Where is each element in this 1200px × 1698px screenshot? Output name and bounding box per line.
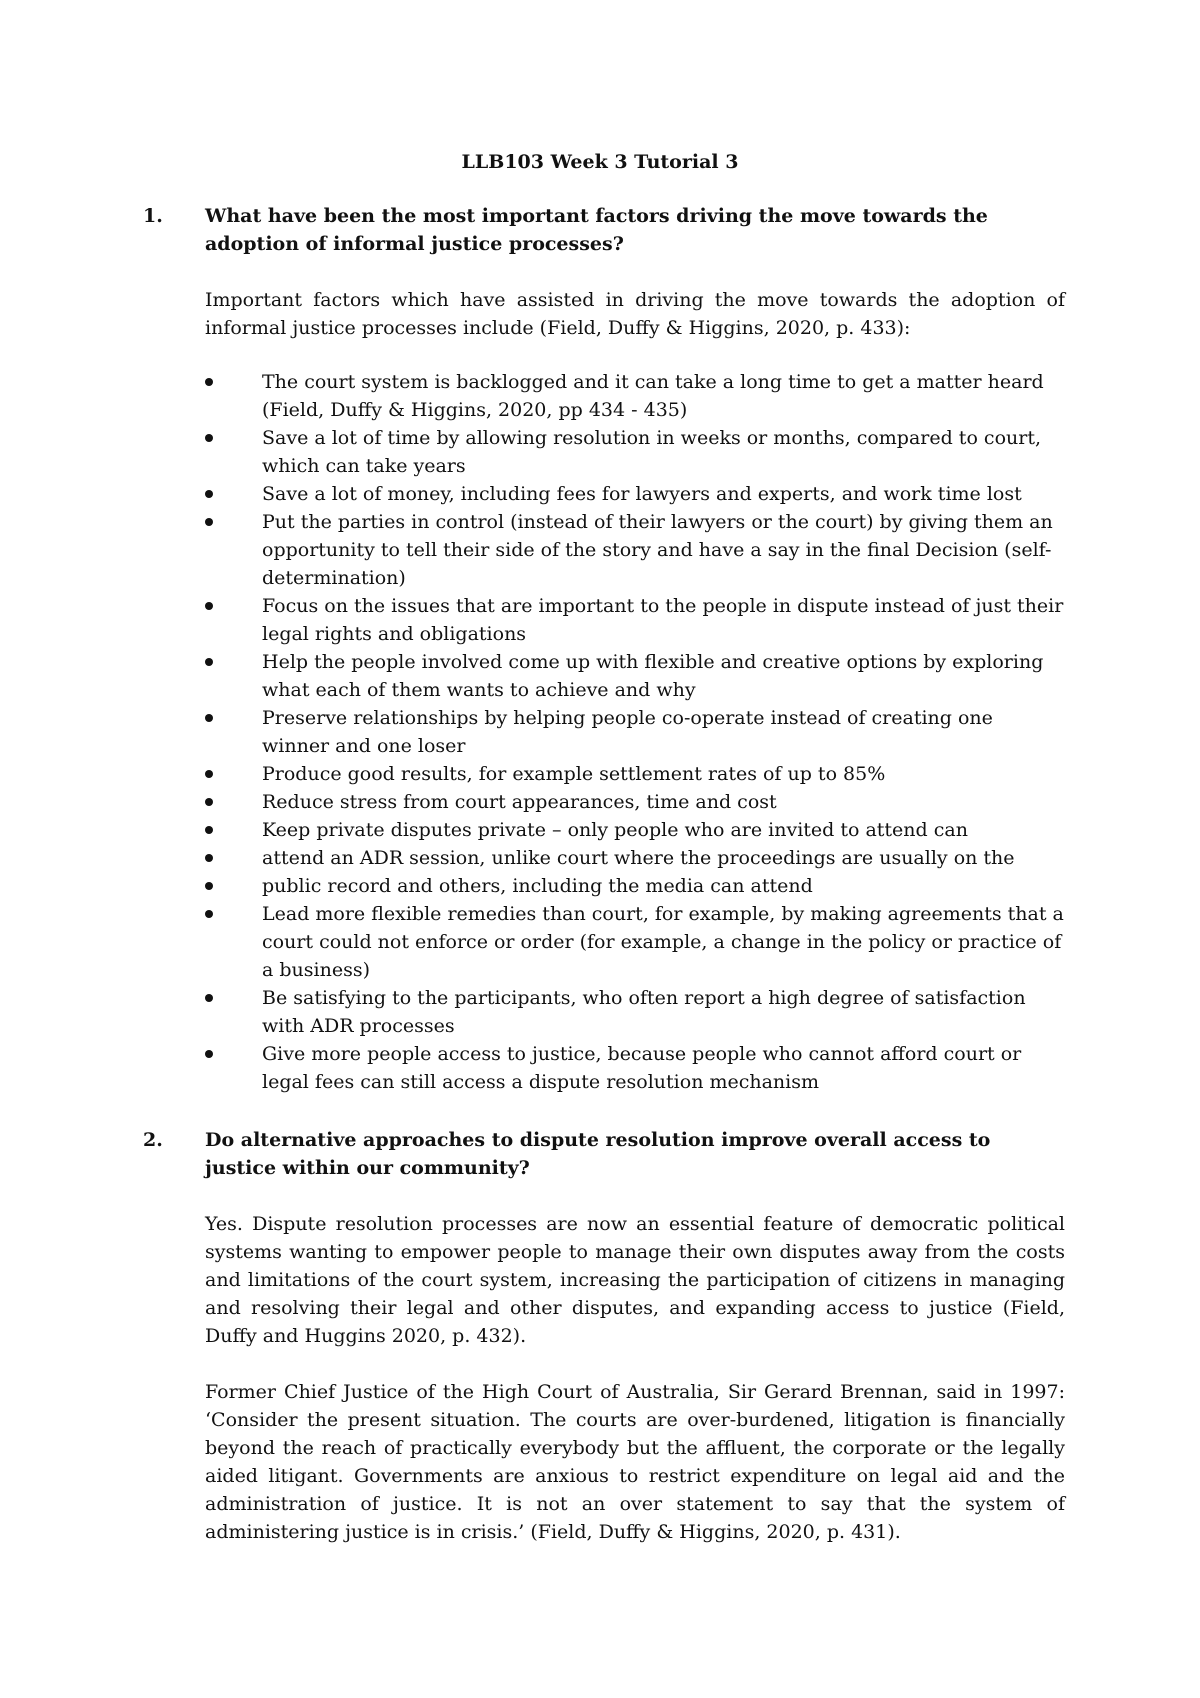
list-item <box>205 648 1065 704</box>
list-item <box>205 1040 1065 1096</box>
bullet-icon <box>205 826 213 834</box>
list-item <box>205 984 1065 1040</box>
bullet-icon <box>205 1050 213 1058</box>
list-item-text: public record and others, including the media can attend <box>262 875 813 897</box>
list-item-text: Give more people access to justice, because people who cannot afford court or legal fees can still access a dispute resolution mechanism <box>262 1043 1022 1093</box>
list-item <box>205 816 1065 844</box>
list-item-text: Lead more flexible remedies than court, for example, by making agreements that a court could not enforce or order (for example, a change in the policy or practice of a business) <box>262 903 1064 981</box>
question-2-paragraph-1: Yes. Dispute resolution processes are now an essential feature of democratic political systems wanting to empower people to manage their own disputes away from the costs and limitations of the court system, increasing the participation of citizens in managing and resolving their legal and other disputes, and expanding access to justice (Field, Duffy and Huggins 2020, p. 432). <box>205 1213 1065 1347</box>
bullet-icon <box>205 882 213 890</box>
document-title: LLB103 Week 3 Tutorial 3 <box>461 151 739 173</box>
question-2-paragraph-2: Former Chief Justice of the High Court of Australia, Sir Gerard Brennan, said in 1997: ‘Consider the present situation. The courts are over-burdened, litigation is financially beyond the reach of practically everybody but the affluent, the corporate or the legally aided litigant. Governments are anxious to restrict expenditure on legal aid and the administration of justice. It is not an over statement to say that the system of administering justice is in crisis.’ (Field, Duffy & Higgins, 2020, p. 431). <box>205 1381 1065 1543</box>
question-1-number: 1. <box>143 205 163 227</box>
list-item-text: Save a lot of time by allowing resolution in weeks or months, compared to court, which can take years <box>262 427 1041 477</box>
bullet-icon <box>205 518 213 526</box>
bullet-icon <box>205 770 213 778</box>
list-item-text: Produce good results, for example settlement rates of up to 85% <box>262 763 886 785</box>
bullet-icon <box>205 490 213 498</box>
list-item <box>205 424 1065 480</box>
bullet-icon <box>205 434 213 442</box>
list-item-text: Be satisfying to the participants, who often report a high degree of satisfaction with ADR processes <box>262 987 1026 1037</box>
list-item <box>205 900 1065 984</box>
factors-list <box>205 368 1065 1096</box>
question-1-intro: Important factors which have assisted in driving the move towards the adoption of informal justice processes include (Field, Duffy & Higgins, 2020, p. 433): <box>205 289 1065 339</box>
bullet-icon <box>205 798 213 806</box>
list-item <box>205 788 1065 816</box>
bullet-icon <box>205 658 213 666</box>
list-item-text: Save a lot of money, including fees for lawyers and experts, and work time lost <box>262 483 1022 505</box>
list-item <box>205 760 1065 788</box>
list-item-text: Keep private disputes private – only people who are invited to attend can <box>262 819 968 841</box>
list-item-text: The court system is backlogged and it can take a long time to get a matter heard (Field, Duffy & Higgins, 2020, pp 434 - 435) <box>262 371 1044 421</box>
list-item-text: Reduce stress from court appearances, time and cost <box>262 791 777 813</box>
list-item <box>205 508 1065 592</box>
question-2-number: 2. <box>143 1129 163 1151</box>
bullet-icon <box>205 714 213 722</box>
list-item-text: Preserve relationships by helping people co-operate instead of creating one winner and one loser <box>262 707 993 757</box>
list-item <box>205 704 1065 760</box>
list-item-text: Put the parties in control (instead of their lawyers or the court) by giving them an opportunity to tell their side of the story and have a say in the final Decision (self-determination) <box>262 511 1053 589</box>
bullet-icon <box>205 854 213 862</box>
question-1-text: What have been the most important factors driving the move towards the adoption of informal justice processes? <box>205 205 988 255</box>
list-item-text: Focus on the issues that are important to the people in dispute instead of just their legal rights and obligations <box>262 595 1064 645</box>
list-item-text: Help the people involved come up with flexible and creative options by exploring what each of them wants to achieve and why <box>262 651 1044 701</box>
question-2-text: Do alternative approaches to dispute resolution improve overall access to justice within our community? <box>205 1129 991 1179</box>
list-item <box>205 872 1065 900</box>
list-item <box>205 480 1065 508</box>
list-item-text: attend an ADR session, unlike court where the proceedings are usually on the <box>262 847 1015 869</box>
list-item <box>205 844 1065 872</box>
bullet-icon <box>205 602 213 610</box>
list-item <box>205 592 1065 648</box>
bullet-icon <box>205 994 213 1002</box>
bullet-icon <box>205 378 213 386</box>
list-item <box>205 368 1065 424</box>
bullet-icon <box>205 910 213 918</box>
